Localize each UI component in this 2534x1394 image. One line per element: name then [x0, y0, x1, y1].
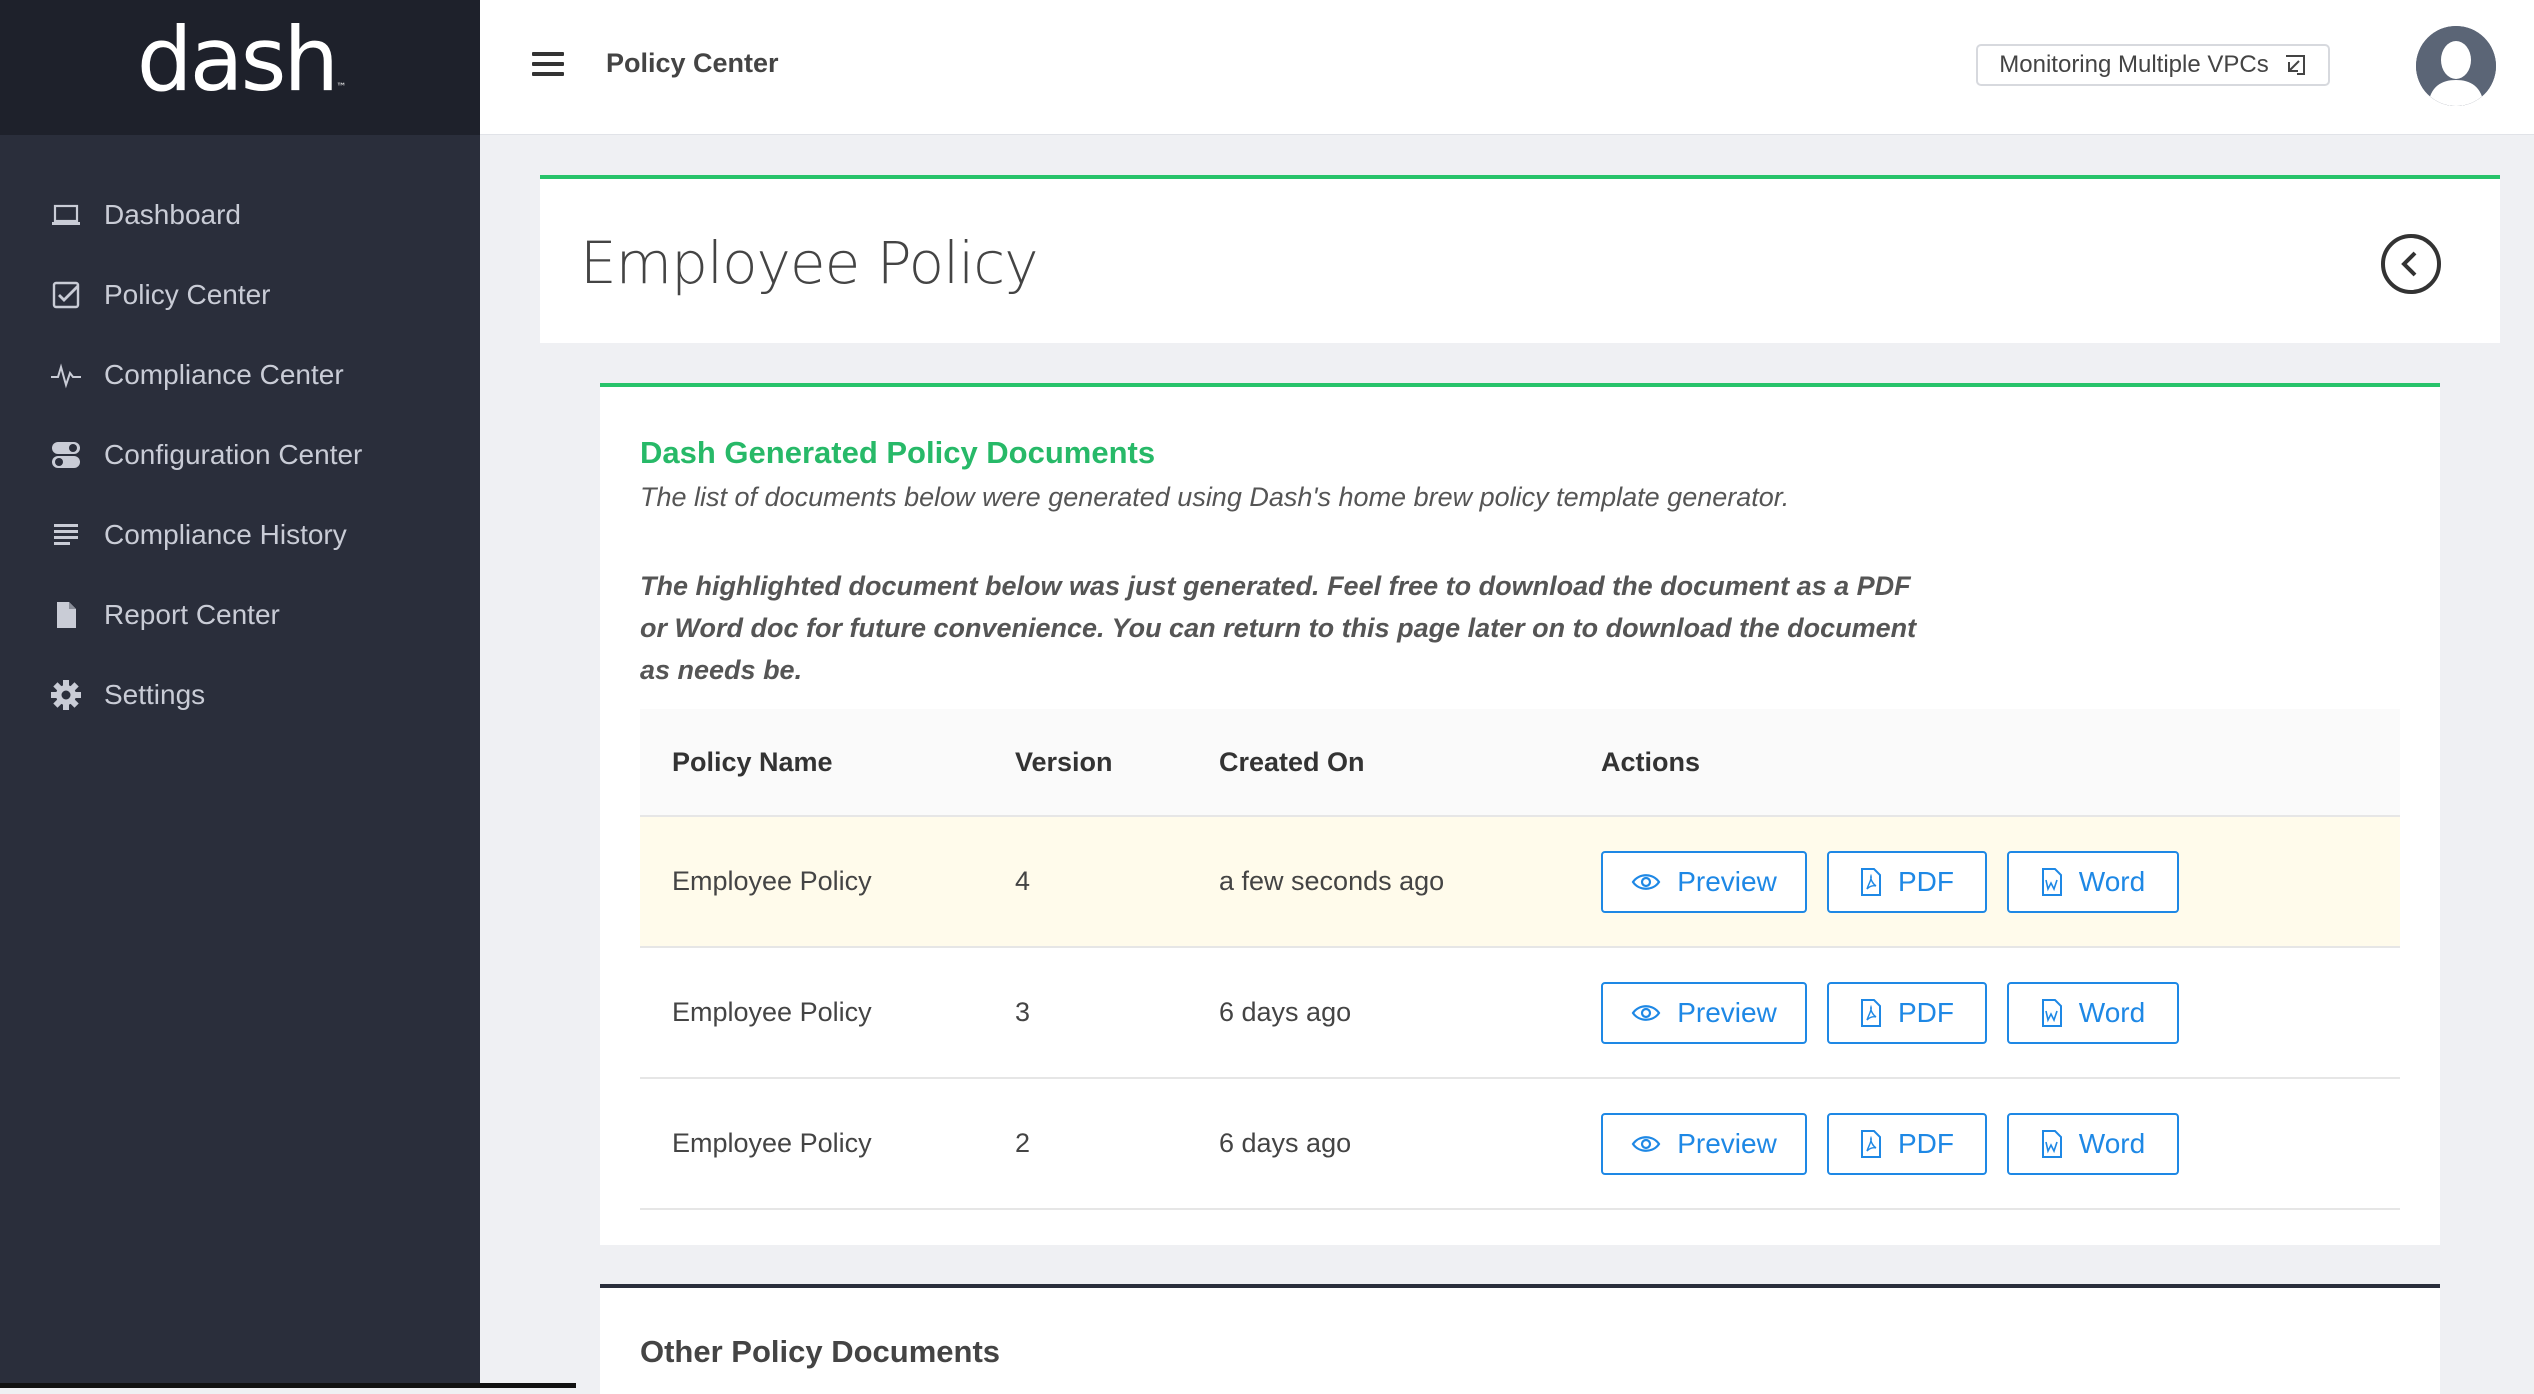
- word-file-icon: [2041, 868, 2063, 896]
- eye-icon: [1631, 1134, 1661, 1154]
- logo[interactable]: [137, 8, 343, 111]
- pdf-label: PDF: [1898, 996, 1954, 1028]
- back-button[interactable]: [2380, 233, 2442, 295]
- preview-button[interactable]: [1601, 1113, 1807, 1175]
- card-title: Dash Generated Policy Documents: [640, 435, 1156, 470]
- word-file-icon: [2041, 1130, 2063, 1158]
- toggle-icon: [50, 439, 82, 471]
- column-header-created-on: Created On: [1219, 746, 1365, 777]
- created-on-cell: 6 days ago: [1219, 997, 1352, 1027]
- table-header: [640, 709, 2400, 817]
- page-title: Employee Policy: [580, 229, 1038, 297]
- sidebar-nav: [0, 175, 480, 735]
- other-documents-title: Other Policy Documents: [640, 1334, 1001, 1369]
- sidebar-item-configuration-center[interactable]: [0, 415, 480, 495]
- pdf-file-icon: [1860, 999, 1882, 1027]
- other-documents-card: [600, 1284, 2440, 1394]
- preview-button[interactable]: [1601, 982, 1807, 1044]
- sidebar-bottom-bar: [0, 1383, 576, 1388]
- pdf-button[interactable]: [1827, 851, 1987, 913]
- user-avatar[interactable]: [2416, 26, 2496, 106]
- hamburger-menu-icon[interactable]: [532, 52, 564, 80]
- word-label: Word: [2078, 996, 2146, 1028]
- sidebar-item-label: Compliance Center: [104, 359, 344, 390]
- sidebar-item-label: Policy Center: [104, 279, 271, 310]
- eye-icon: [1631, 1003, 1661, 1023]
- word-button[interactable]: [2007, 1113, 2179, 1175]
- card-subtitle: The list of documents below were generated using Dash's home brew policy template generator.: [640, 482, 1790, 512]
- column-header-version: Version: [1015, 746, 1113, 777]
- policy-name-cell: Employee Policy: [672, 997, 872, 1027]
- version-cell: 3: [1015, 997, 1031, 1027]
- logo-area: [0, 0, 480, 135]
- preview-label: Preview: [1677, 996, 1777, 1028]
- created-on-cell: a few seconds ago: [1219, 866, 1445, 896]
- pdf-button[interactable]: [1827, 982, 1987, 1044]
- version-cell: 2: [1015, 1128, 1031, 1158]
- table-row: [640, 817, 2400, 948]
- actions-cell: [1601, 982, 2400, 1044]
- checkbox-icon: [50, 279, 82, 311]
- sidebar-item-policy-center[interactable]: [0, 255, 480, 335]
- word-button[interactable]: [2007, 851, 2179, 913]
- sidebar-item-label: Report Center: [104, 599, 280, 630]
- vpc-selector-button[interactable]: [1976, 44, 2330, 86]
- word-file-icon: [2041, 999, 2063, 1027]
- logo-trademark: ™: [336, 81, 344, 93]
- generated-documents-card: [600, 383, 2440, 1245]
- card-note: The highlighted document below was just generated. Feel free to download the document as a PDF or Word doc for future convenience. You can return to this page later on to download the document as needs be.: [640, 571, 1917, 685]
- pdf-label: PDF: [1898, 865, 1954, 897]
- pdf-file-icon: [1860, 868, 1882, 896]
- vpc-label: Monitoring Multiple VPCs: [1999, 51, 2269, 78]
- column-header-policy-name: Policy Name: [672, 746, 833, 777]
- file-icon: [50, 599, 82, 631]
- sidebar-item-label: Configuration Center: [104, 439, 363, 470]
- preview-button[interactable]: [1601, 851, 1807, 913]
- preview-label: Preview: [1677, 1127, 1777, 1159]
- documents-table: [640, 709, 2400, 1210]
- page-header: [540, 175, 2500, 343]
- word-label: Word: [2078, 1127, 2146, 1159]
- chevron-left-circle-icon: [2380, 233, 2442, 295]
- sidebar-item-label: Compliance History: [104, 519, 347, 550]
- word-label: Word: [2078, 865, 2146, 897]
- preview-label: Preview: [1677, 865, 1777, 897]
- word-button[interactable]: [2007, 982, 2179, 1044]
- policy-name-cell: Employee Policy: [672, 866, 872, 896]
- header-title: Policy Center: [606, 48, 779, 78]
- topbar: [480, 0, 2534, 135]
- pdf-file-icon: [1860, 1130, 1882, 1158]
- policy-name-cell: Employee Policy: [672, 1128, 872, 1158]
- eye-icon: [1631, 872, 1661, 892]
- list-icon: [50, 519, 82, 551]
- created-on-cell: 6 days ago: [1219, 1128, 1352, 1158]
- laptop-icon: [50, 199, 82, 231]
- sidebar-item-settings[interactable]: [0, 655, 480, 735]
- sidebar-item-label: Settings: [104, 679, 206, 710]
- pulse-icon: [50, 359, 82, 391]
- table-row: [640, 948, 2400, 1079]
- sidebar-item-label: Dashboard: [104, 199, 241, 230]
- external-link-icon: [2283, 53, 2307, 77]
- user-silhouette-icon: [2416, 26, 2496, 106]
- gear-icon: [50, 679, 82, 711]
- pdf-label: PDF: [1898, 1127, 1954, 1159]
- sidebar: [0, 0, 480, 1383]
- sidebar-item-report-center[interactable]: [0, 575, 480, 655]
- column-header-actions: Actions: [1601, 746, 1701, 777]
- table-row: [640, 1079, 2400, 1210]
- logo-text: dash: [136, 8, 337, 111]
- version-cell: 4: [1015, 866, 1031, 896]
- sidebar-item-compliance-center[interactable]: [0, 335, 480, 415]
- actions-cell: [1601, 1113, 2400, 1175]
- sidebar-item-compliance-history[interactable]: [0, 495, 480, 575]
- pdf-button[interactable]: [1827, 1113, 1987, 1175]
- sidebar-item-dashboard[interactable]: [0, 175, 480, 255]
- actions-cell: [1601, 851, 2400, 913]
